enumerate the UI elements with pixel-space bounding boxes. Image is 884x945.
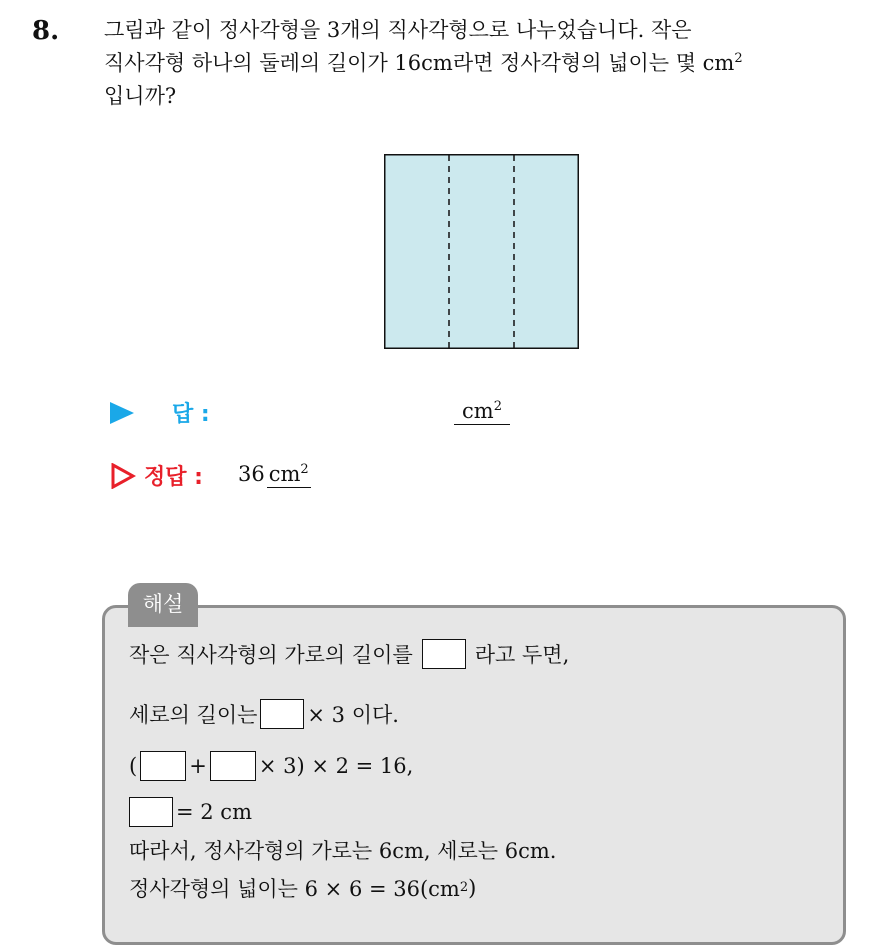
correct-answer-label: 정답 : [144, 465, 203, 490]
blank-box [140, 751, 186, 781]
solution-line-2 [129, 696, 399, 732]
question-line-3: 입니까? [104, 84, 177, 108]
square-figure [384, 154, 579, 349]
correct-unit-superscript: 2 [300, 462, 309, 478]
answer-label: 답 : [172, 402, 210, 427]
question-text [104, 14, 864, 113]
solution-line-4-rest: = 2 cm [176, 800, 252, 824]
solution-line-3-rest: × 3) × 2 = 16, [258, 754, 414, 778]
solution-box [102, 605, 846, 945]
solution-line-6-text-a: 정사각형의 넓이는 6 × 6 = 36(cm [129, 877, 460, 901]
blank-box [260, 699, 304, 729]
open-paren: ( [129, 754, 138, 778]
solution-line-3 [129, 748, 413, 784]
correct-unit-text: cm [268, 462, 301, 486]
solution-line-2-text-a: 세로의 길이는 [129, 703, 258, 727]
correct-answer-value [238, 462, 311, 486]
square-outline [385, 155, 579, 349]
answer-unit-superscript: 2 [493, 399, 502, 415]
question-unit-superscript: 2 [734, 51, 743, 67]
plus-sign: + [189, 754, 207, 778]
blank-box [129, 797, 173, 827]
play-triangle-icon [110, 402, 134, 424]
answer-unit-text: cm [462, 399, 494, 423]
question-line-2 [104, 47, 864, 80]
solution-line-6-text-b: ) [468, 876, 477, 900]
correct-number: 36 [238, 462, 265, 486]
answer-row [110, 395, 560, 431]
solution-line-2-text-b: × 3 이다. [307, 703, 399, 727]
blank-box [422, 639, 466, 669]
answer-input-line[interactable] [454, 399, 510, 425]
solution-line-6: 정사각형의 넓이는 6 × 6 = 36(cm 2 ) [129, 870, 476, 906]
solution-tab: 해설 [128, 583, 198, 627]
solution-line-4 [129, 794, 252, 830]
solution-line-5: 따라서, 정사각형의 가로는 6cm, 세로는 6cm. [129, 839, 557, 863]
correct-answer-row [110, 458, 560, 494]
question-line-1: 그림과 같이 정사각형을 3개의 직사각형으로 나누었습니다. 작은 [104, 18, 692, 42]
outline-triangle-icon [110, 463, 136, 489]
solution-line-1-text-b: 라고 두면, [474, 643, 570, 667]
blank-box [210, 751, 256, 781]
solution-line-1-text-a: 작은 직사각형의 가로의 길이를 [129, 643, 413, 667]
question-number: 8. [32, 16, 60, 46]
solution-line-1 [129, 636, 569, 672]
correct-unit [267, 462, 311, 488]
question-line-2-text: 직사각형 하나의 둘레의 길이가 16cm라면 정사각형의 넓이는 몇 cm [104, 51, 735, 75]
